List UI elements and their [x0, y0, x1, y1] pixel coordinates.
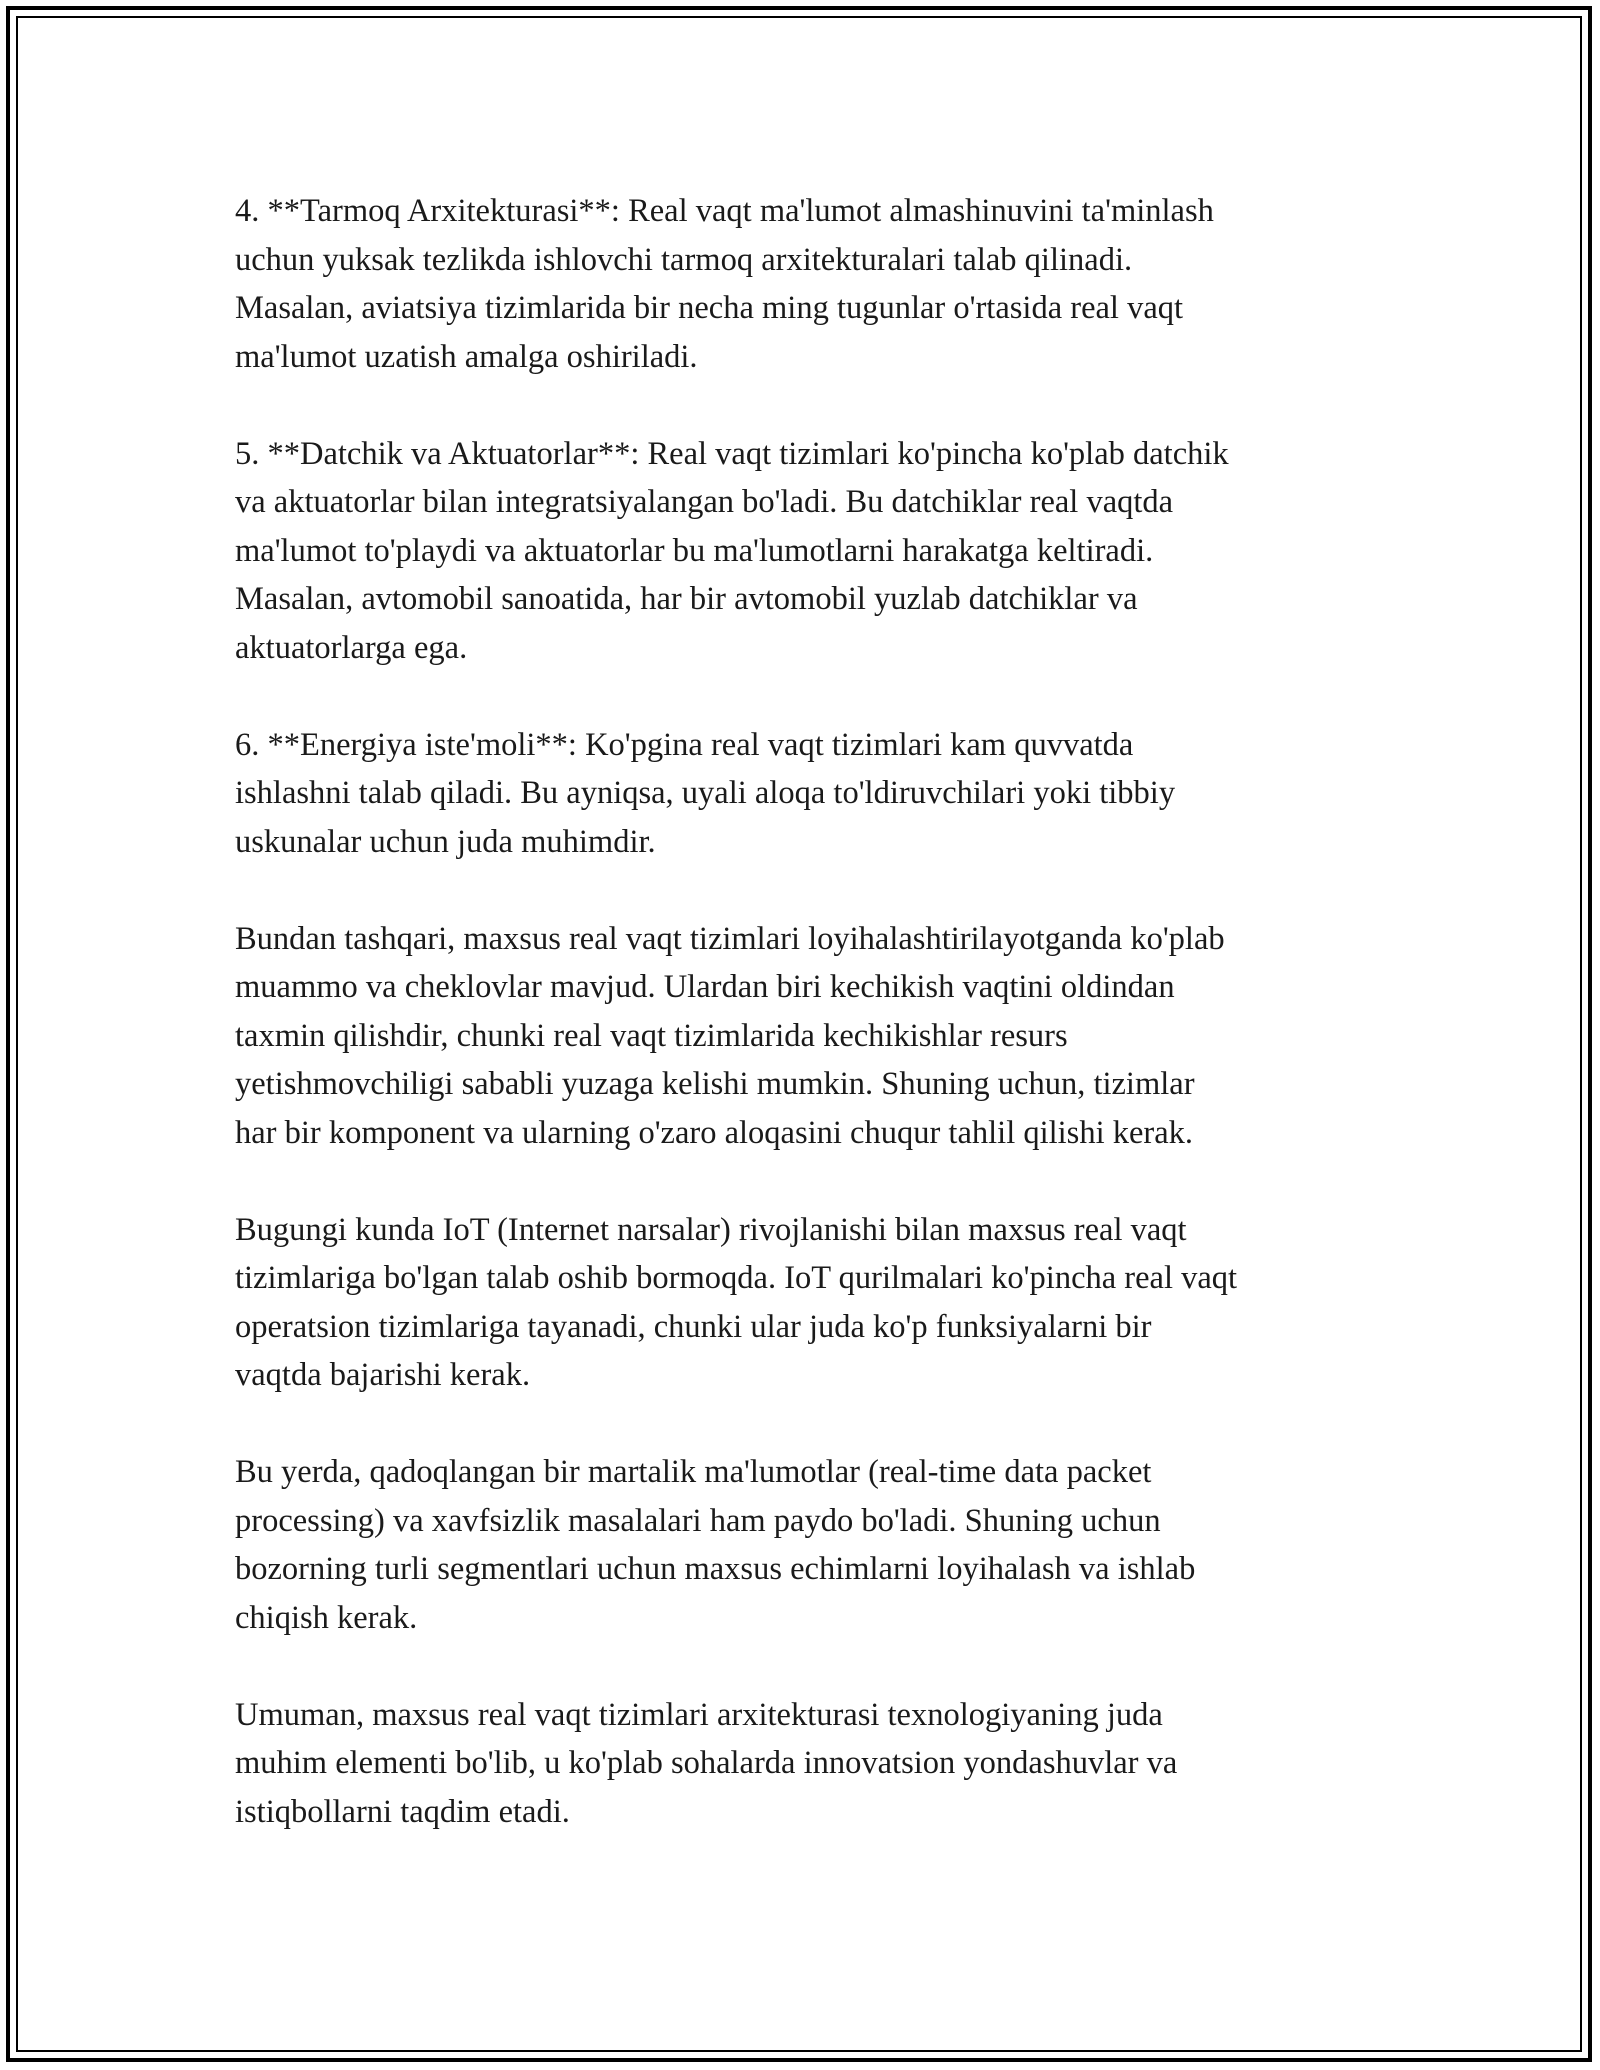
text-line: istiqbollarni taqdim etadi.: [235, 1793, 570, 1830]
text-line: Masalan, avtomobil sanoatida, har bir avtomobil yuzlab datchiklar va: [235, 581, 1138, 617]
paragraph-energy-consumption: [235, 721, 1375, 867]
text-line: operatsion tizimlariga tayanadi, chunki ular juda ko'p funksiyalarni bir: [235, 1308, 1152, 1345]
text-line: ma'lumot to'playdi va aktuatorlar bu ma'lumotlarni harakatga keltiradi.: [235, 532, 1154, 569]
text-line: Masalan, aviatsiya tizimlarida bir necha ming tugunlar o'rtasida real vaqt: [235, 290, 1184, 326]
text-line: aktuatorlarga ega.: [235, 629, 468, 666]
text-line: tizimlariga bo'lgan talab oshib bormoqda. IoT qurilmalari ko'pincha real vaqt: [235, 1260, 1238, 1296]
text-line: muammo va cheklovlar mavjud. Ulardan biri kechikish vaqtini oldindan: [235, 969, 1175, 1005]
text-line: va aktuatorlar bilan integratsiyalangan bo'ladi. Bu datchiklar real vaqtda: [235, 484, 1174, 520]
text-line: vaqtda bajarishi kerak.: [235, 1357, 531, 1393]
text-line: ma'lumot uzatish amalga oshiriladi.: [235, 338, 698, 375]
text-line: har bir komponent va ularning o'zaro aloqasini chuqur tahlil qilishi kerak.: [235, 1114, 1194, 1151]
text-line: ishlashni talab qiladi. Bu ayniqsa, uyali aloqa to'ldiruvchilari yoki tibbiy: [235, 775, 1176, 811]
paragraph-conclusion: [235, 1691, 1375, 1837]
text-line: Umuman, maxsus real vaqt tizimlari arxitekturasi texnologiyaning juda: [235, 1696, 1163, 1733]
text-line: 4. **Tarmoq Arxitekturasi**: Real vaqt ma'lumot almashinuvini ta'minlash: [235, 193, 1214, 229]
paragraph-sensors-actuators: [235, 430, 1375, 673]
text-line: uskunalar uchun juda muhimdir.: [235, 823, 656, 860]
text-line: taxmin qilishdir, chunki real vaqt tizimlarida kechikishlar resurs: [235, 1017, 1068, 1054]
text-line: processing) va xavfsizlik masalalari ham paydo bo'ladi. Shuning uchun: [235, 1502, 1161, 1539]
text-line: Bu yerda, qadoqlangan bir martalik ma'lumotlar (real-time data packet: [235, 1454, 1152, 1490]
text-line: uchun yuksak tezlikda ishlovchi tarmoq arxitekturalari talab qilinadi.: [235, 241, 1133, 278]
text-line: Bugungi kunda IoT (Internet narsalar) rivojlanishi bilan maxsus real vaqt: [235, 1211, 1187, 1248]
document-body: [235, 187, 1375, 1885]
paragraph-challenges: [235, 915, 1375, 1158]
text-line: chiqish kerak.: [235, 1599, 418, 1636]
paragraph-data-packet-security: [235, 1448, 1375, 1642]
text-line: 6. **Energiya iste'moli**: Ko'pgina real vaqt tizimlari kam quvvatda: [235, 726, 1134, 763]
text-line: muhim elementi bo'lib, u ko'plab sohalarda innovatsion yondashuvlar va: [235, 1745, 1178, 1781]
text-line: yetishmovchiligi sababli yuzaga kelishi mumkin. Shuning uchun, tizimlar: [235, 1066, 1195, 1102]
text-line: bozorning turli segmentlari uchun maxsus echimlarni loyihalash va ishlab: [235, 1551, 1196, 1587]
paragraph-iot: [235, 1206, 1375, 1400]
text-line: 5. **Datchik va Aktuatorlar**: Real vaqt tizimlari ko'pincha ko'plab datchik: [235, 435, 1229, 472]
text-line: Bundan tashqari, maxsus real vaqt tizimlari loyihalashtirilayotganda ko'plab: [235, 920, 1225, 957]
paragraph-network-architecture: [235, 187, 1375, 381]
